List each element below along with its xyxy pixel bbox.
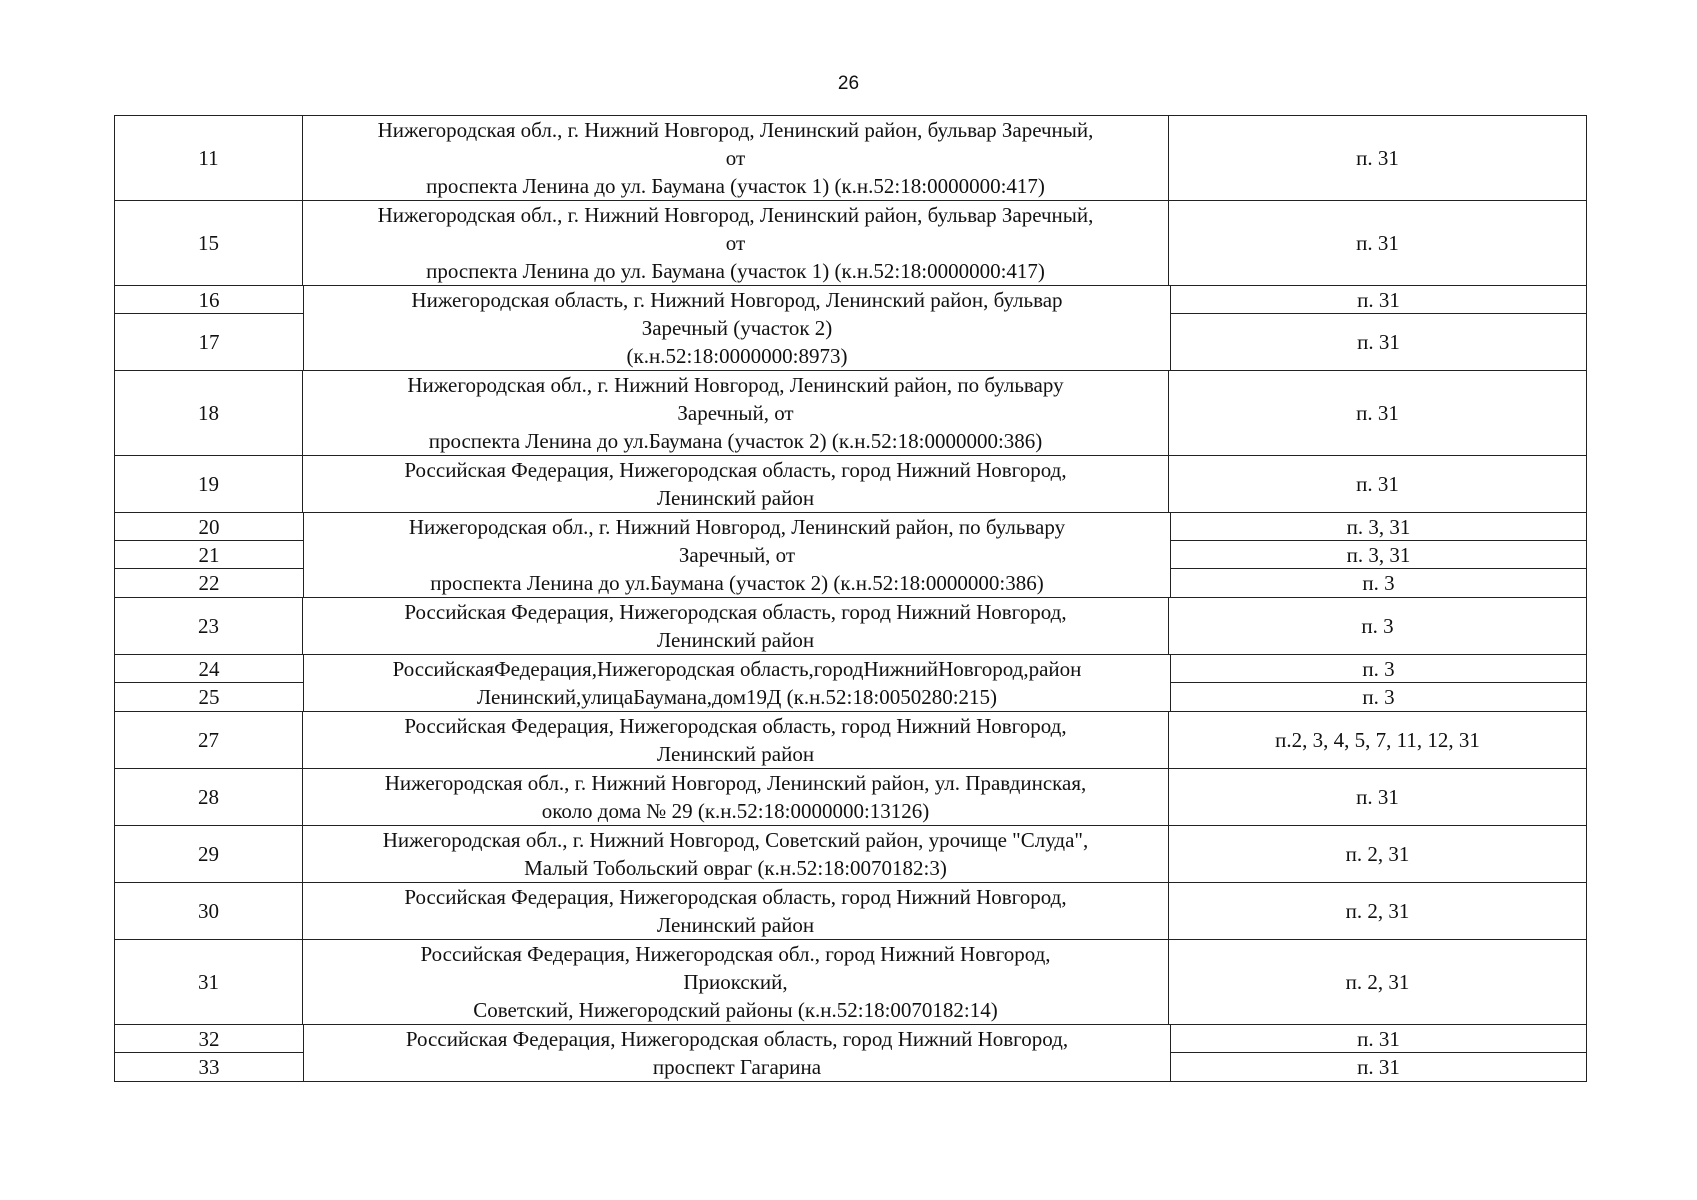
address-cell	[304, 655, 1171, 711]
row-number-cell: 17	[198, 330, 220, 354]
reference-cell: п. 2, 31	[1169, 826, 1587, 883]
address-cell	[303, 826, 1169, 883]
reference-cell: п. 3	[1362, 685, 1395, 709]
reference-cell: п. 31	[1169, 769, 1587, 826]
reference-column	[1171, 286, 1586, 370]
row-number-cell: 29	[115, 826, 303, 883]
address-line: проспект Гагарина	[652, 1055, 822, 1079]
row-number-cell: 30	[115, 883, 303, 940]
address-line: Заречный, от	[677, 401, 794, 425]
table-row	[115, 371, 1587, 456]
address-cell	[303, 116, 1169, 201]
row-number-column	[115, 655, 304, 711]
row-number-cell: 33	[198, 1055, 220, 1079]
address-cell	[303, 712, 1169, 769]
address-line: Нижегородская обл., г. Нижний Новгород, Ленинский район, ул. Правдинская,	[384, 771, 1087, 795]
row-number-cell: 28	[115, 769, 303, 826]
reference-cell: п. 31	[1171, 286, 1586, 314]
address-cell	[304, 513, 1171, 597]
address-cell	[303, 769, 1169, 826]
group-cell	[115, 1025, 1587, 1082]
address-line: Нижегородская обл., г. Нижний Новгород, Советский район, урочище "Слуда",	[382, 828, 1089, 852]
register-table	[114, 115, 1587, 1082]
address-line: Российская Федерация, Нижегородская область, город Нижний Новгород,	[404, 714, 1067, 738]
group-cell	[115, 655, 1587, 712]
table-row	[115, 769, 1587, 826]
address-line: Российская Федерация, Нижегородская область, город Нижний Новгород,	[405, 1027, 1069, 1051]
address-line: РоссийскаяФедерация,Нижегородская область,городНижнийНовгород,район	[392, 657, 1082, 681]
table-row	[115, 712, 1587, 769]
address-line: Заречный (участок 2)	[641, 316, 833, 340]
row-number-cell: 18	[115, 371, 303, 456]
table-row	[115, 456, 1587, 513]
row-number-cell: 20	[115, 513, 303, 541]
address-line: Ленинский район	[656, 486, 815, 510]
table-row	[115, 883, 1587, 940]
reference-cell: п. 31	[1169, 371, 1587, 456]
address-cell	[303, 940, 1169, 1025]
reference-column	[1171, 655, 1586, 711]
address-cell	[303, 598, 1169, 655]
address-line: проспекта Ленина до ул.Баумана (участок 2) (к.н.52:18:0000000:386)	[428, 429, 1043, 453]
address-line: Нижегородская область, г. Нижний Новгород, Ленинский район, бульвар	[411, 288, 1063, 312]
address-line: проспекта Ленина до ул. Баумана (участок 1) (к.н.52:18:0000000:417)	[426, 174, 1045, 198]
row-number-cell: 16	[115, 286, 303, 314]
row-number-cell: 25	[198, 685, 220, 709]
row-number-cell: 32	[115, 1025, 303, 1053]
row-number-cell: 24	[115, 655, 303, 683]
group-cell	[115, 286, 1587, 371]
reference-cell: п. 2, 31	[1169, 940, 1587, 1025]
reference-cell: п. 3, 31	[1171, 513, 1586, 541]
table-row	[115, 940, 1587, 1025]
reference-cell: п. 31	[1171, 1025, 1586, 1053]
reference-cell: п. 31	[1169, 456, 1587, 513]
address-line: от	[725, 146, 746, 170]
row-number-cell: 19	[115, 456, 303, 513]
row-number-cell: 23	[115, 598, 303, 655]
address-line: Ленинский район	[656, 913, 815, 937]
reference-cell: п. 3	[1171, 655, 1586, 683]
row-number-cell: 22	[198, 571, 220, 595]
row-number-cell: 15	[115, 201, 303, 286]
row-number-column	[115, 286, 304, 370]
table-row	[115, 826, 1587, 883]
address-cell	[304, 1025, 1171, 1081]
table-row-group	[115, 513, 1587, 598]
address-line: Ленинский,улицаБаумана,дом19Д (к.н.52:18:0050280:215)	[476, 685, 998, 709]
address-line: Нижегородская обл., г. Нижний Новгород, Ленинский район, по бульвару	[408, 515, 1066, 539]
reference-cell: п. 2, 31	[1169, 883, 1587, 940]
reference-column	[1171, 513, 1586, 597]
address-cell	[303, 883, 1169, 940]
address-line: Ленинский район	[656, 628, 815, 652]
address-line: Ленинский район	[656, 742, 815, 766]
address-line: Российская Федерация, Нижегородская область, город Нижний Новгород,	[404, 885, 1067, 909]
group-cell	[115, 513, 1587, 598]
table-row	[115, 598, 1587, 655]
address-line: Нижегородская обл., г. Нижний Новгород, Ленинский район, по бульвару	[407, 373, 1064, 397]
table-row-group	[115, 1025, 1587, 1082]
address-line: Малый Тобольский овраг (к.н.52:18:0070182:3)	[524, 856, 947, 880]
register-table-body	[115, 116, 1587, 1082]
address-cell	[303, 456, 1169, 513]
address-line: Нижегородская обл., г. Нижний Новгород, Ленинский район, бульвар Заречный,	[377, 203, 1094, 227]
row-number-cell: 27	[115, 712, 303, 769]
address-line: около дома № 29 (к.н.52:18:0000000:13126)	[541, 799, 930, 823]
address-line: проспекта Ленина до ул. Баумана (участок 1) (к.н.52:18:0000000:417)	[426, 259, 1045, 283]
address-cell	[304, 286, 1171, 370]
row-number-column	[115, 1025, 304, 1081]
reference-cell: п. 31	[1357, 1055, 1400, 1079]
table-row	[115, 116, 1587, 201]
table-row-group	[115, 655, 1587, 712]
address-line: Российская Федерация, Нижегородская область, город Нижний Новгород,	[404, 600, 1067, 624]
address-cell	[303, 371, 1169, 456]
reference-cell: п. 31	[1169, 116, 1587, 201]
address-line: Российская Федерация, Нижегородская обл., город Нижний Новгород,	[420, 942, 1051, 966]
reference-cell: п. 31	[1169, 201, 1587, 286]
row-number-column	[115, 513, 304, 597]
address-line: Российская Федерация, Нижегородская область, город Нижний Новгород,	[404, 458, 1067, 482]
row-number-cell: 21	[115, 541, 303, 569]
table-row	[115, 201, 1587, 286]
row-number-cell: 31	[115, 940, 303, 1025]
reference-cell: п.2, 3, 4, 5, 7, 11, 12, 31	[1169, 712, 1587, 769]
address-line: от	[725, 231, 746, 255]
address-line: Нижегородская обл., г. Нижний Новгород, Ленинский район, бульвар Заречный,	[377, 118, 1094, 142]
address-line: (к.н.52:18:0000000:8973)	[626, 344, 848, 368]
reference-cell: п. 3	[1169, 598, 1587, 655]
address-line: проспекта Ленина до ул.Баумана (участок 2) (к.н.52:18:0000000:386)	[430, 571, 1044, 595]
address-cell	[303, 201, 1169, 286]
table-row-group	[115, 286, 1587, 371]
reference-column	[1171, 1025, 1586, 1081]
address-line: Приокский,	[683, 970, 788, 994]
address-line: Советский, Нижегородский районы (к.н.52:18:0070182:14)	[473, 998, 998, 1022]
address-line: Заречный, от	[678, 543, 796, 567]
reference-cell: п. 3	[1362, 571, 1395, 595]
row-number-cell: 11	[115, 116, 303, 201]
reference-cell: п. 31	[1357, 330, 1400, 354]
page-number: 26	[837, 73, 860, 94]
reference-cell: п. 3, 31	[1171, 541, 1586, 569]
